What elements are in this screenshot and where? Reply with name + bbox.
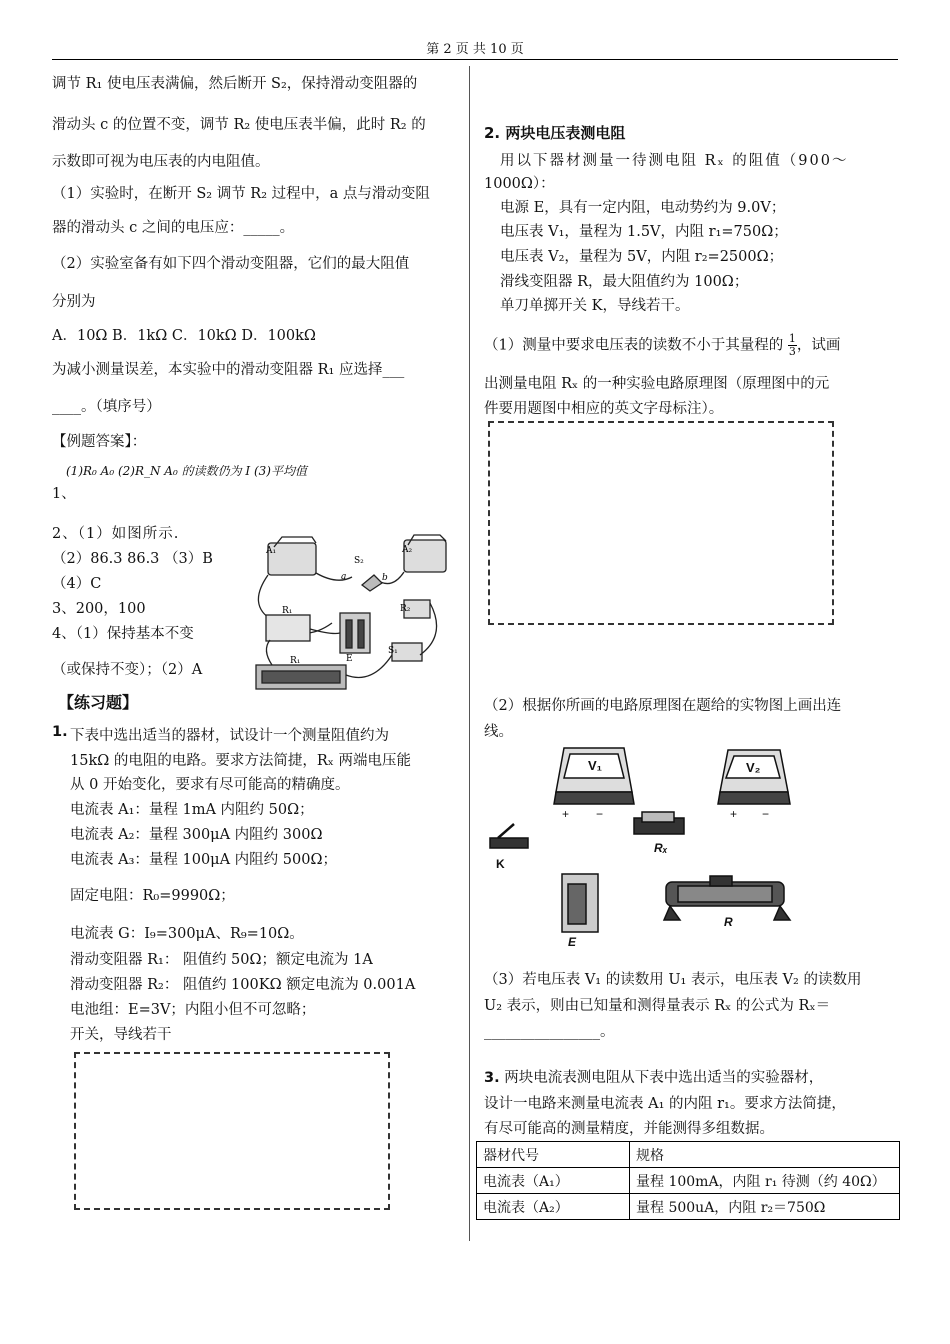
fig-label-e: E (568, 935, 577, 949)
paragraph-line: 滑动头 c 的位置不变，调节 R₂ 使电压表半偏，此时 R₂ 的 (52, 117, 426, 133)
answer-drawing-box[interactable] (74, 1052, 390, 1210)
table-header-row (477, 1142, 900, 1168)
equipment-line: 电流表 A₂：量程 300μA 内阻约 300Ω (70, 827, 323, 843)
table-row (477, 1194, 900, 1220)
circuit-illustration (242, 525, 452, 703)
paragraph-line: 调节 R₁ 使电压表满偏，然后断开 S₂，保持滑动变阻器的 (52, 76, 418, 92)
question-2-line: （2）根据你所画的电路原理图在题给的实物图上画出连 (484, 698, 842, 714)
circuit-drawing (242, 525, 452, 703)
equipment-line: 开关，导线若干 (70, 1027, 172, 1043)
answer-line: 1、 (52, 486, 76, 502)
fraction-numerator: 1 (788, 332, 796, 345)
section-3-line (484, 1066, 823, 1087)
page-header: 第 2 页 共 10 页 (426, 42, 524, 57)
fig-label-a2: A₂ (402, 545, 413, 555)
equipment-line: 滑线变阻器 R，最大阻值约为 100Ω； (500, 274, 749, 290)
fig-label-minus: − (596, 807, 604, 821)
fig-label-b: b (382, 573, 388, 583)
one-third-fraction (788, 333, 797, 358)
table-header-cell: 器材代号 (477, 1142, 630, 1168)
question-1-line: （1）实验时，在断开 S₂ 调节 R₂ 过程中，a 点与滑动变阻 (52, 186, 430, 202)
question-1-text: （1）测量中要求电压表的读数不小于其量程的 (484, 337, 784, 354)
exercise-1-line: 15kΩ 的电阻的电路。要求方法简捷，Rₓ 两端电压能 (70, 753, 412, 769)
question-2-line: 分别为 (52, 294, 96, 310)
answer-formula: (1)R₀ A₀ (2)R_N A₀ 的读数仍为 I (3)平均值 (66, 464, 307, 478)
fig-label-s2: S₂ (354, 556, 364, 566)
equipment-line: 电源 E，具有一定内阻，电动势约为 9.0V； (500, 200, 786, 216)
section-2-line: 1000Ω）： (484, 176, 555, 192)
exercise-1-line: 下表中选出适当的器材，试设计一个测量阻值约为 (70, 728, 389, 744)
equipment-line: 滑动变阻器 R₁： 阻值约 50Ω；额定电流为 1A (70, 952, 373, 968)
fig-label-a1: A₁ (266, 546, 277, 556)
fig-label-r: R (724, 915, 733, 929)
apparatus-illustration (484, 740, 794, 952)
fig-label-v1: V₁ (588, 758, 603, 773)
question-2-line: ____。（填序号） (52, 399, 161, 415)
answer-line: （或保持不变）；（2）A (52, 662, 203, 678)
answer-line: 3、200，100 (52, 601, 146, 617)
column-divider (469, 66, 470, 1241)
equipment-line: 电压表 V₁，量程为 1.5V，内阻 r₁=750Ω； (500, 224, 788, 240)
exercise-1-number: 1. (52, 724, 68, 740)
paragraph-line: 示数即可视为电压表的内电阻值。 (52, 154, 270, 170)
question-2-line: （2）实验室备有如下四个滑动变阻器，它们的最大阻值 (52, 256, 410, 272)
question-3-line: （3）若电压表 V₁ 的读数用 U₁ 表示，电压表 V₂ 的读数用 (484, 972, 862, 988)
answer-title: 【例题答案】： (52, 434, 147, 450)
question-1-line (484, 333, 840, 358)
table-cell: 量程 100mA，内阻 r₁ 待测（约 40Ω） (630, 1168, 900, 1194)
answer-line: （4）C (52, 576, 102, 592)
question-2-line: 线。 (484, 724, 513, 740)
equipment-line: 电池组：E=3V；内阻小但不可忽略； (70, 1002, 316, 1018)
fig-label-rx: Rₓ (654, 841, 668, 855)
fig-label-a: a (341, 572, 347, 582)
table-row (477, 1168, 900, 1194)
table-cell: 量程 500uA，内阻 r₂＝750Ω (630, 1194, 900, 1220)
equipment-line: 固定电阻：R₀=9990Ω； (70, 888, 235, 904)
header-rule (52, 59, 898, 60)
fig-label-minus: − (762, 807, 770, 821)
section-3-number: 3. (484, 1070, 500, 1086)
table-cell: 电流表（A₁） (477, 1168, 630, 1194)
fig-label-r1: R₁ (282, 606, 293, 616)
question-3-line: U₂ 表示，则由已知量和测得量表示 Rₓ 的公式为 Rₓ＝ (484, 998, 831, 1014)
options-line: A．10Ω B．1kΩ C．10kΩ D．100kΩ (52, 328, 316, 344)
exercise-1-line: 从 0 开始变化，要求有尽可能高的精确度。 (70, 777, 350, 793)
equipment-line: 单刀单掷开关 K，导线若干。 (500, 298, 690, 314)
question-2-line: 为减小测量误差，本实验中的滑动变阻器 R₁ 应选择___ (52, 362, 405, 378)
answer-line: 2、（1）如图所示. (52, 526, 180, 542)
section-2-line: 用以下器材测量一待测电阻 Rₓ 的阻值（900～ (500, 153, 849, 169)
exercise-title: 【练习题】 (58, 693, 139, 712)
equipment-table (476, 1141, 900, 1220)
question-3-blank[interactable]: ________________。 (484, 1024, 615, 1040)
fig-label-s1: S₁ (388, 646, 398, 656)
fig-label-plus: + (562, 807, 570, 821)
equipment-line: 电流表 A₃：量程 100μA 内阻约 500Ω； (70, 852, 337, 868)
section-3-text: 两块电流表测电阻从下表中选出适当的实验器材， (504, 1070, 824, 1086)
fig-label-v2: V₂ (746, 760, 761, 775)
fig-label-e: E (346, 654, 353, 664)
answer-line: （2）86.3 86.3 （3）B (52, 551, 213, 567)
circuit-drawing-box[interactable] (488, 421, 834, 625)
table-cell: 电流表（A₂） (477, 1194, 630, 1220)
question-1-line: 件要用题图中相应的英文字母标注）。 (484, 401, 724, 417)
answer-line: 4、（1）保持基本不变 (52, 626, 194, 642)
section-2-title: 2. 两块电压表测电阻 (484, 124, 626, 142)
fraction-denominator: 3 (788, 345, 796, 358)
question-1-line: 出测量电阻 Rₓ 的一种实验电路原理图（原理图中的元 (484, 376, 830, 392)
equipment-line: 电压表 V₂，量程为 5V，内阻 r₂=2500Ω； (500, 249, 784, 265)
table-header-cell: 规格 (630, 1142, 900, 1168)
question-1-line: 器的滑动头 c 之间的电压应：_____。 (52, 220, 295, 236)
section-3-line: 设计一电路来测量电流表 A₁ 的内阻 r₁。要求方法简捷， (484, 1096, 846, 1112)
fig-label-r2: R₂ (400, 604, 411, 614)
fig-label-rheostat: R₁ (290, 656, 301, 666)
equipment-line: 电流表 G：I₉=300μA、R₉=10Ω。 (70, 926, 304, 942)
apparatus-drawing (484, 740, 794, 952)
equipment-line: 电流表 A₁：量程 1mA 内阻约 50Ω； (70, 802, 314, 818)
question-1-text-end: ，试画 (796, 337, 841, 354)
section-3-line: 有尽可能高的测量精度，并能测得多组数据。 (484, 1121, 774, 1137)
fig-label-plus: + (730, 807, 738, 821)
equipment-line: 滑动变阻器 R₂： 阻值约 100KΩ 额定电流为 0.001A (70, 977, 416, 993)
fig-label-k: K (496, 857, 505, 871)
